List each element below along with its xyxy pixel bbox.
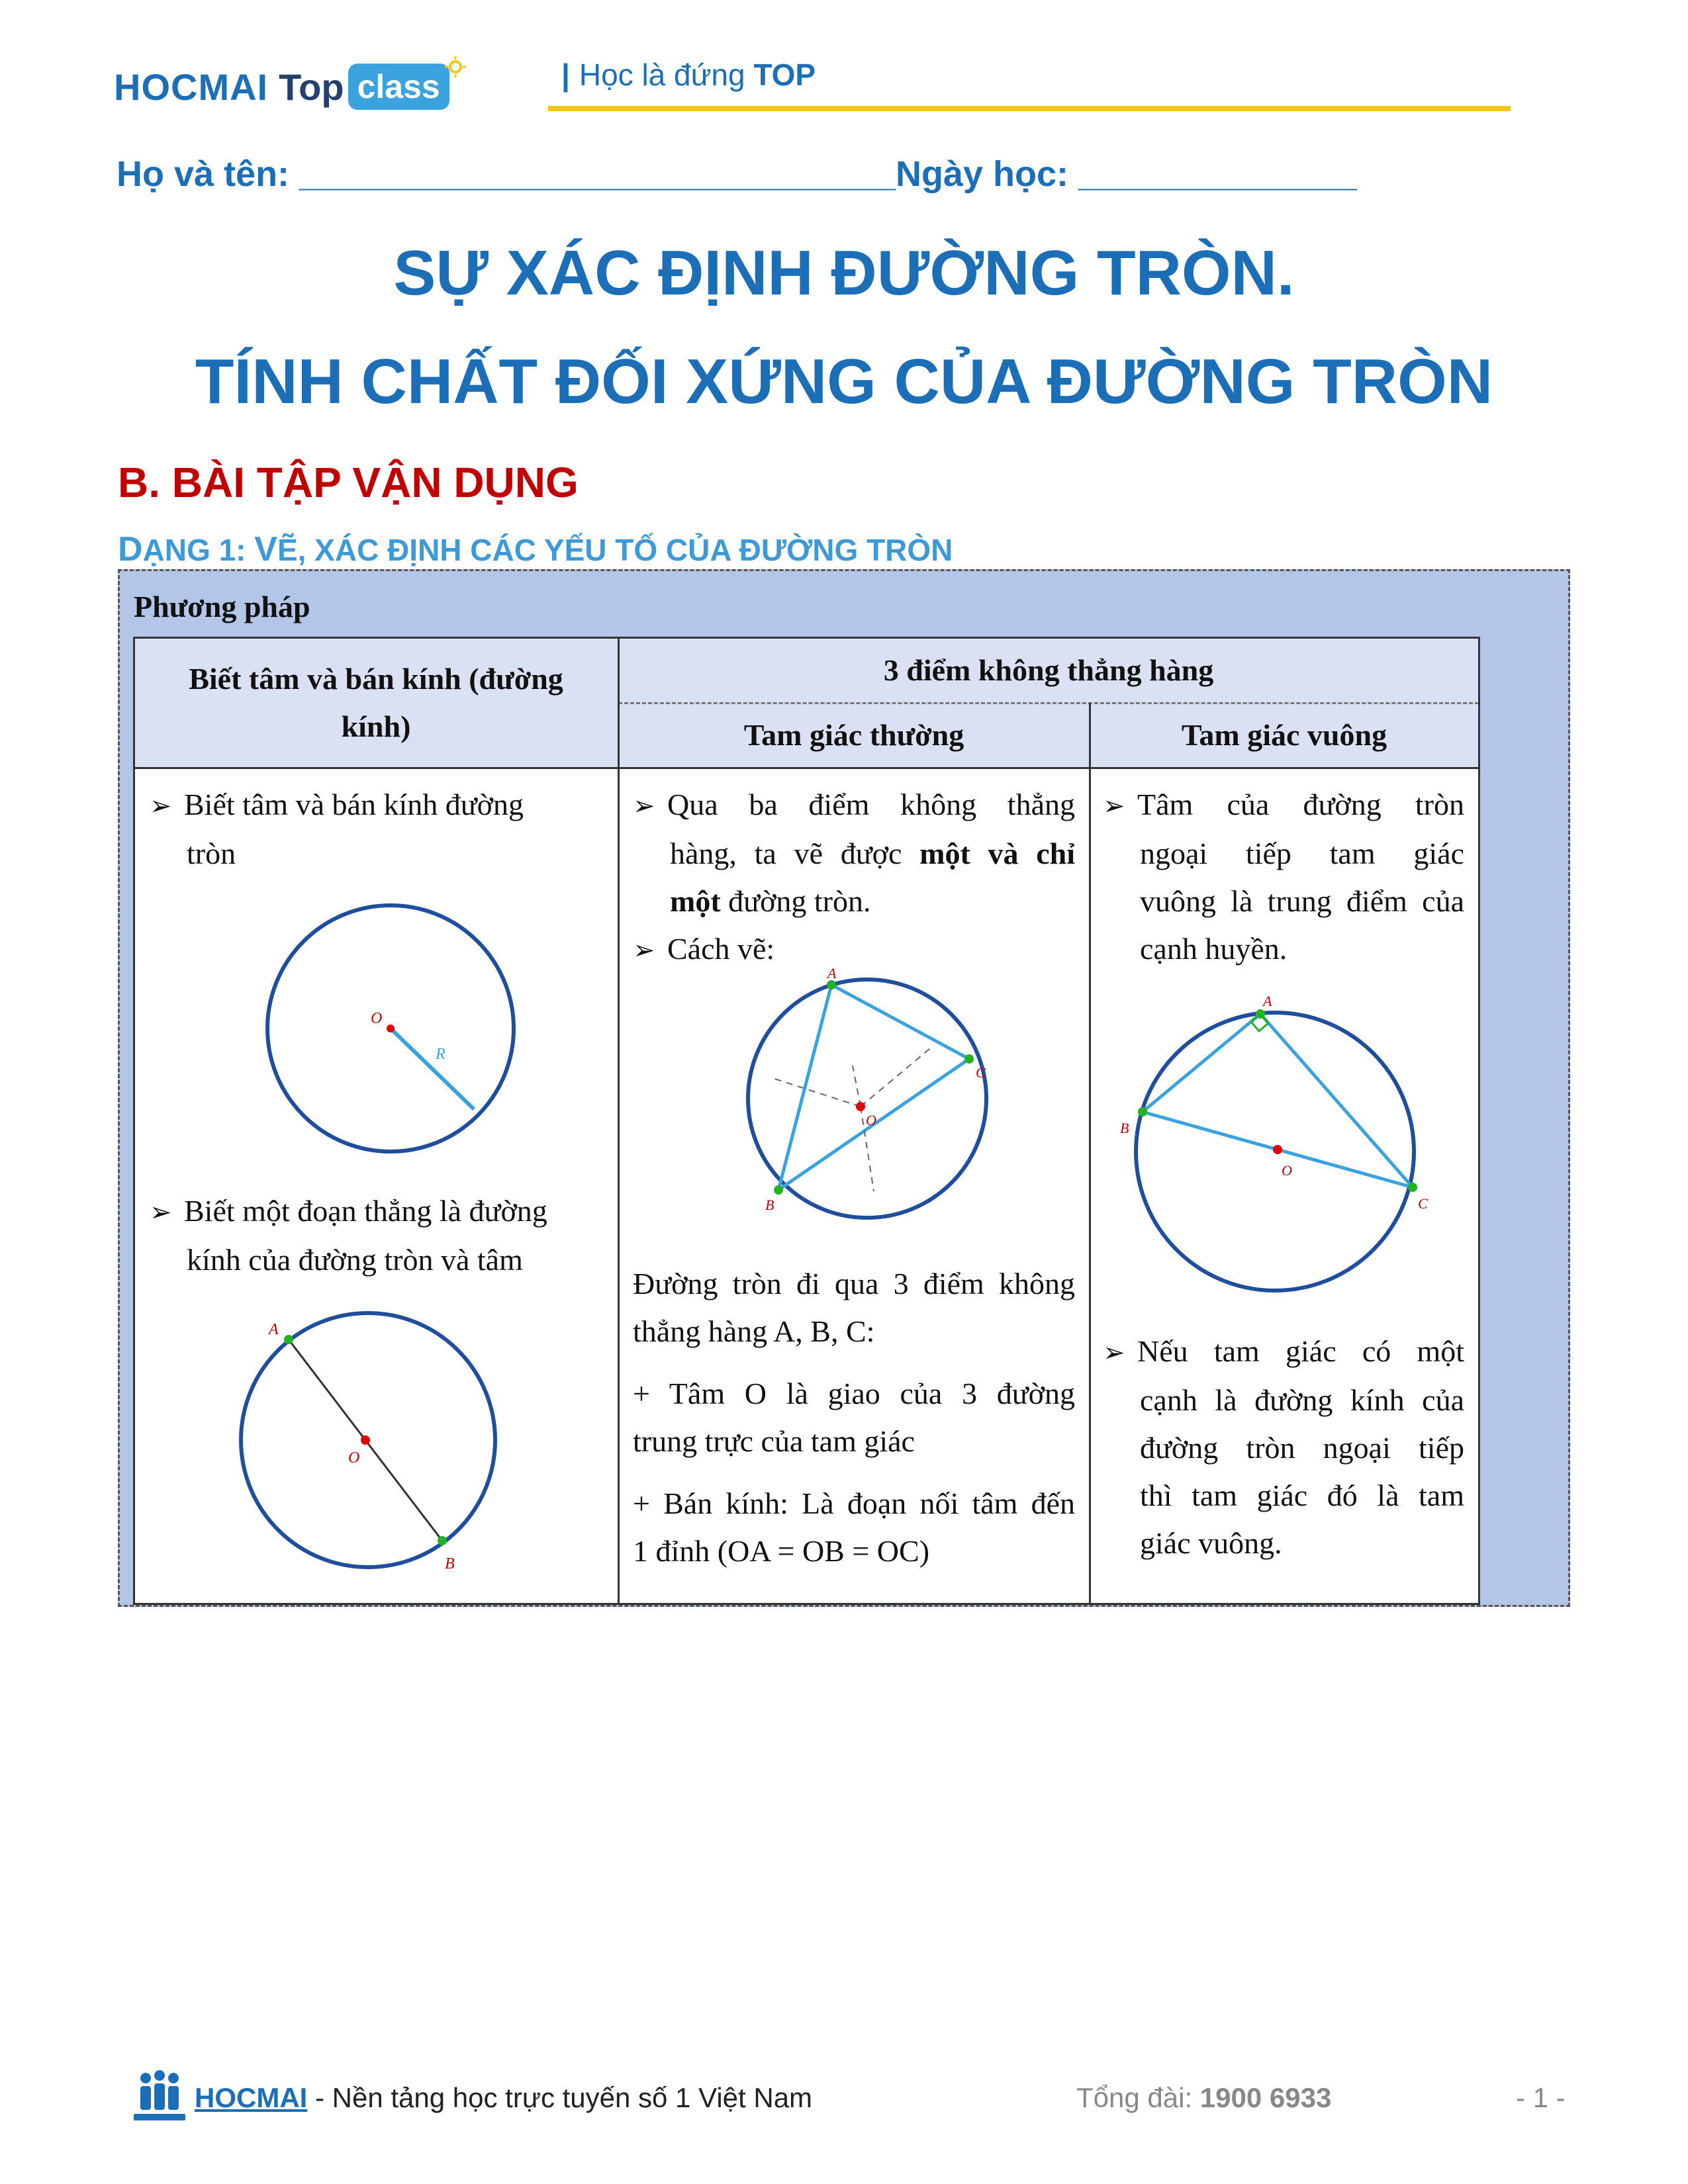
col3-item2-line2: cạnh là đường kính của [1140, 1383, 1464, 1417]
circle-diameter-figure [229, 1310, 507, 1575]
footer-hotline-number: 1900 6933 [1199, 2082, 1332, 2113]
subsection-part1: ẠNG 1: [142, 533, 255, 567]
subsection-cap-v: V [254, 530, 277, 569]
table-border-bottom [134, 1603, 1480, 1605]
fig1-label-r: R [436, 1046, 445, 1063]
fig3-label-a: A [827, 966, 837, 981]
arrow-bullet-icon: ➢ [150, 791, 172, 821]
col1-item1-line1: Biết tâm và bán kính đường [184, 788, 524, 821]
fig2-label-b: B [445, 1555, 455, 1572]
fig3-label-c: C [976, 1064, 986, 1081]
col3-item1-line2: ngoại tiếp tam giác [1140, 837, 1464, 870]
header-divider [548, 106, 1511, 111]
logo-text-class: class [348, 64, 449, 110]
slogan-text: Học là đứng [579, 58, 745, 92]
col1-item1 [150, 781, 524, 878]
footer-tagline-text: - Nền tảng học trực tuyến số 1 Việt Nam [307, 2082, 813, 2113]
col2-p3-line2: 1 đỉnh (OA = OB = OC) [633, 1534, 930, 1568]
col1-header-line1: Biết tâm và bán kính (đường [189, 662, 563, 696]
section-heading: B. BÀI TẬP VẬN DỤNG [118, 459, 579, 506]
arrow-bullet-icon: ➢ [633, 935, 655, 965]
logo-text-hocmai: HOCMAI [114, 66, 269, 108]
fig4-label-b: B [1120, 1120, 1129, 1136]
col2-p1-line2: thẳng hàng A, B, C: [633, 1314, 875, 1348]
table-divider-sub [618, 702, 1479, 704]
col23-header: 3 điểm không thẳng hàng [618, 638, 1479, 703]
right-triangle-circumcircle-figure [1112, 993, 1430, 1310]
col3-item2-line3: đường tròn ngoại tiếp [1140, 1431, 1464, 1465]
col2-p3-line1: + Bán kính: Là đoạn nối tâm đến [633, 1486, 1075, 1520]
triangle-circumcircle-figure [735, 966, 1000, 1231]
col3-item2-line4: thì tam giác đó là tam [1140, 1479, 1464, 1512]
col3-item2 [1103, 1328, 1464, 1567]
col3-item1-line1: Tâm của đường tròn [1137, 788, 1464, 821]
subsection-part2: Ẽ, XÁC ĐỊNH CÁC YẾU TỐ CỦA ĐƯỜNG TRÒN [277, 533, 953, 567]
col2-item1-line2a: hàng, ta vẽ được [670, 837, 920, 870]
page-title-line1: SỰ XÁC ĐỊNH ĐƯỜNG TRÒN. [393, 238, 1295, 308]
subsection-heading [118, 529, 953, 569]
fig4-label-c: C [1418, 1195, 1428, 1212]
table-border-left [133, 637, 135, 1605]
table-divider-col1 [618, 637, 620, 1605]
col3-item2-line5: giác vuông. [1140, 1526, 1282, 1560]
col1-item2-line1: Biết một đoạn thẳng là đường [184, 1194, 547, 1228]
col3-item1 [1103, 781, 1464, 973]
col2-p2-line2: trung trực của tam giác [633, 1424, 915, 1458]
col2-p1-line1: Đường tròn đi qua 3 điểm không [633, 1267, 1075, 1300]
method-label: Phương pháp [134, 590, 310, 623]
arrow-bullet-icon: ➢ [1103, 791, 1125, 821]
footer-hotline-label: Tổng đài: [1076, 2082, 1200, 2113]
table-divider-col2 [1089, 703, 1091, 1605]
fig3-label-o: O [866, 1112, 876, 1128]
col1-item1-line2: tròn [187, 837, 236, 870]
fig4-label-a: A [1263, 993, 1272, 1009]
page-title-line2: TÍNH CHẤT ĐỐI XỨNG CỦA ĐƯỜNG TRÒN [195, 346, 1493, 417]
fig2-label-a: A [269, 1321, 279, 1338]
table-divider-header [134, 767, 1480, 769]
footer-brand-link[interactable]: HOCMAI [195, 2082, 308, 2113]
table-border-right [1478, 637, 1480, 1605]
fig3-label-b: B [765, 1197, 774, 1213]
col1-item2-line2: kính của đường tròn và tâm [187, 1243, 523, 1277]
col2-item1-line3b: đường tròn. [720, 884, 871, 918]
col1-header [134, 638, 618, 768]
hocmai-topclass-logo [114, 57, 467, 116]
arrow-bullet-icon: ➢ [633, 791, 655, 821]
subsection-cap-d: D [118, 530, 143, 569]
col2-item1-line3a: một [670, 884, 721, 918]
footer-tagline [195, 2082, 812, 2114]
col2-paragraphs [633, 1260, 1075, 1575]
footer-page-number: - 1 - [1516, 2082, 1566, 2113]
col2-item1-line1: Qua ba điểm không thẳng [667, 788, 1075, 821]
sun-icon [444, 56, 467, 78]
slogan-top: TOP [753, 58, 816, 92]
col2-item2: Cách vẽ: [667, 932, 775, 966]
col3-item1-line4: cạnh huyền. [1140, 932, 1288, 966]
col1-header-line2: kính) [341, 709, 411, 743]
footer-hotline [1076, 2082, 1331, 2114]
arrow-bullet-icon: ➢ [150, 1197, 172, 1227]
slogan [561, 57, 816, 93]
fig2-label-o: O [348, 1449, 360, 1467]
col2-item1 [633, 781, 1075, 974]
col2-header: Tam giác thường [618, 703, 1090, 768]
col3-item2-line1: Nếu tam giác có một [1137, 1334, 1464, 1368]
student-info-line: Họ và tên: ______________________________Ngày học: ______________ [117, 154, 1357, 194]
col2-item1-line2b: một và chỉ [919, 837, 1075, 870]
hocmai-footer-logo-icon [131, 2069, 188, 2126]
col3-header: Tam giác vuông [1090, 703, 1479, 768]
fig1-label-o: O [371, 1010, 383, 1027]
arrow-bullet-icon: ➢ [1103, 1338, 1125, 1367]
col2-p2-line1: + Tâm O là giao của 3 đường [633, 1377, 1075, 1410]
circle-center-radius-figure [265, 903, 516, 1154]
slogan-bar: | [561, 58, 570, 92]
col1-item2 [150, 1187, 547, 1284]
fig4-label-o: O [1282, 1162, 1292, 1179]
logo-text-top: Top [279, 66, 344, 108]
col3-item1-line3: vuông là trung điểm của [1140, 884, 1464, 918]
table-border-top [134, 637, 1480, 639]
